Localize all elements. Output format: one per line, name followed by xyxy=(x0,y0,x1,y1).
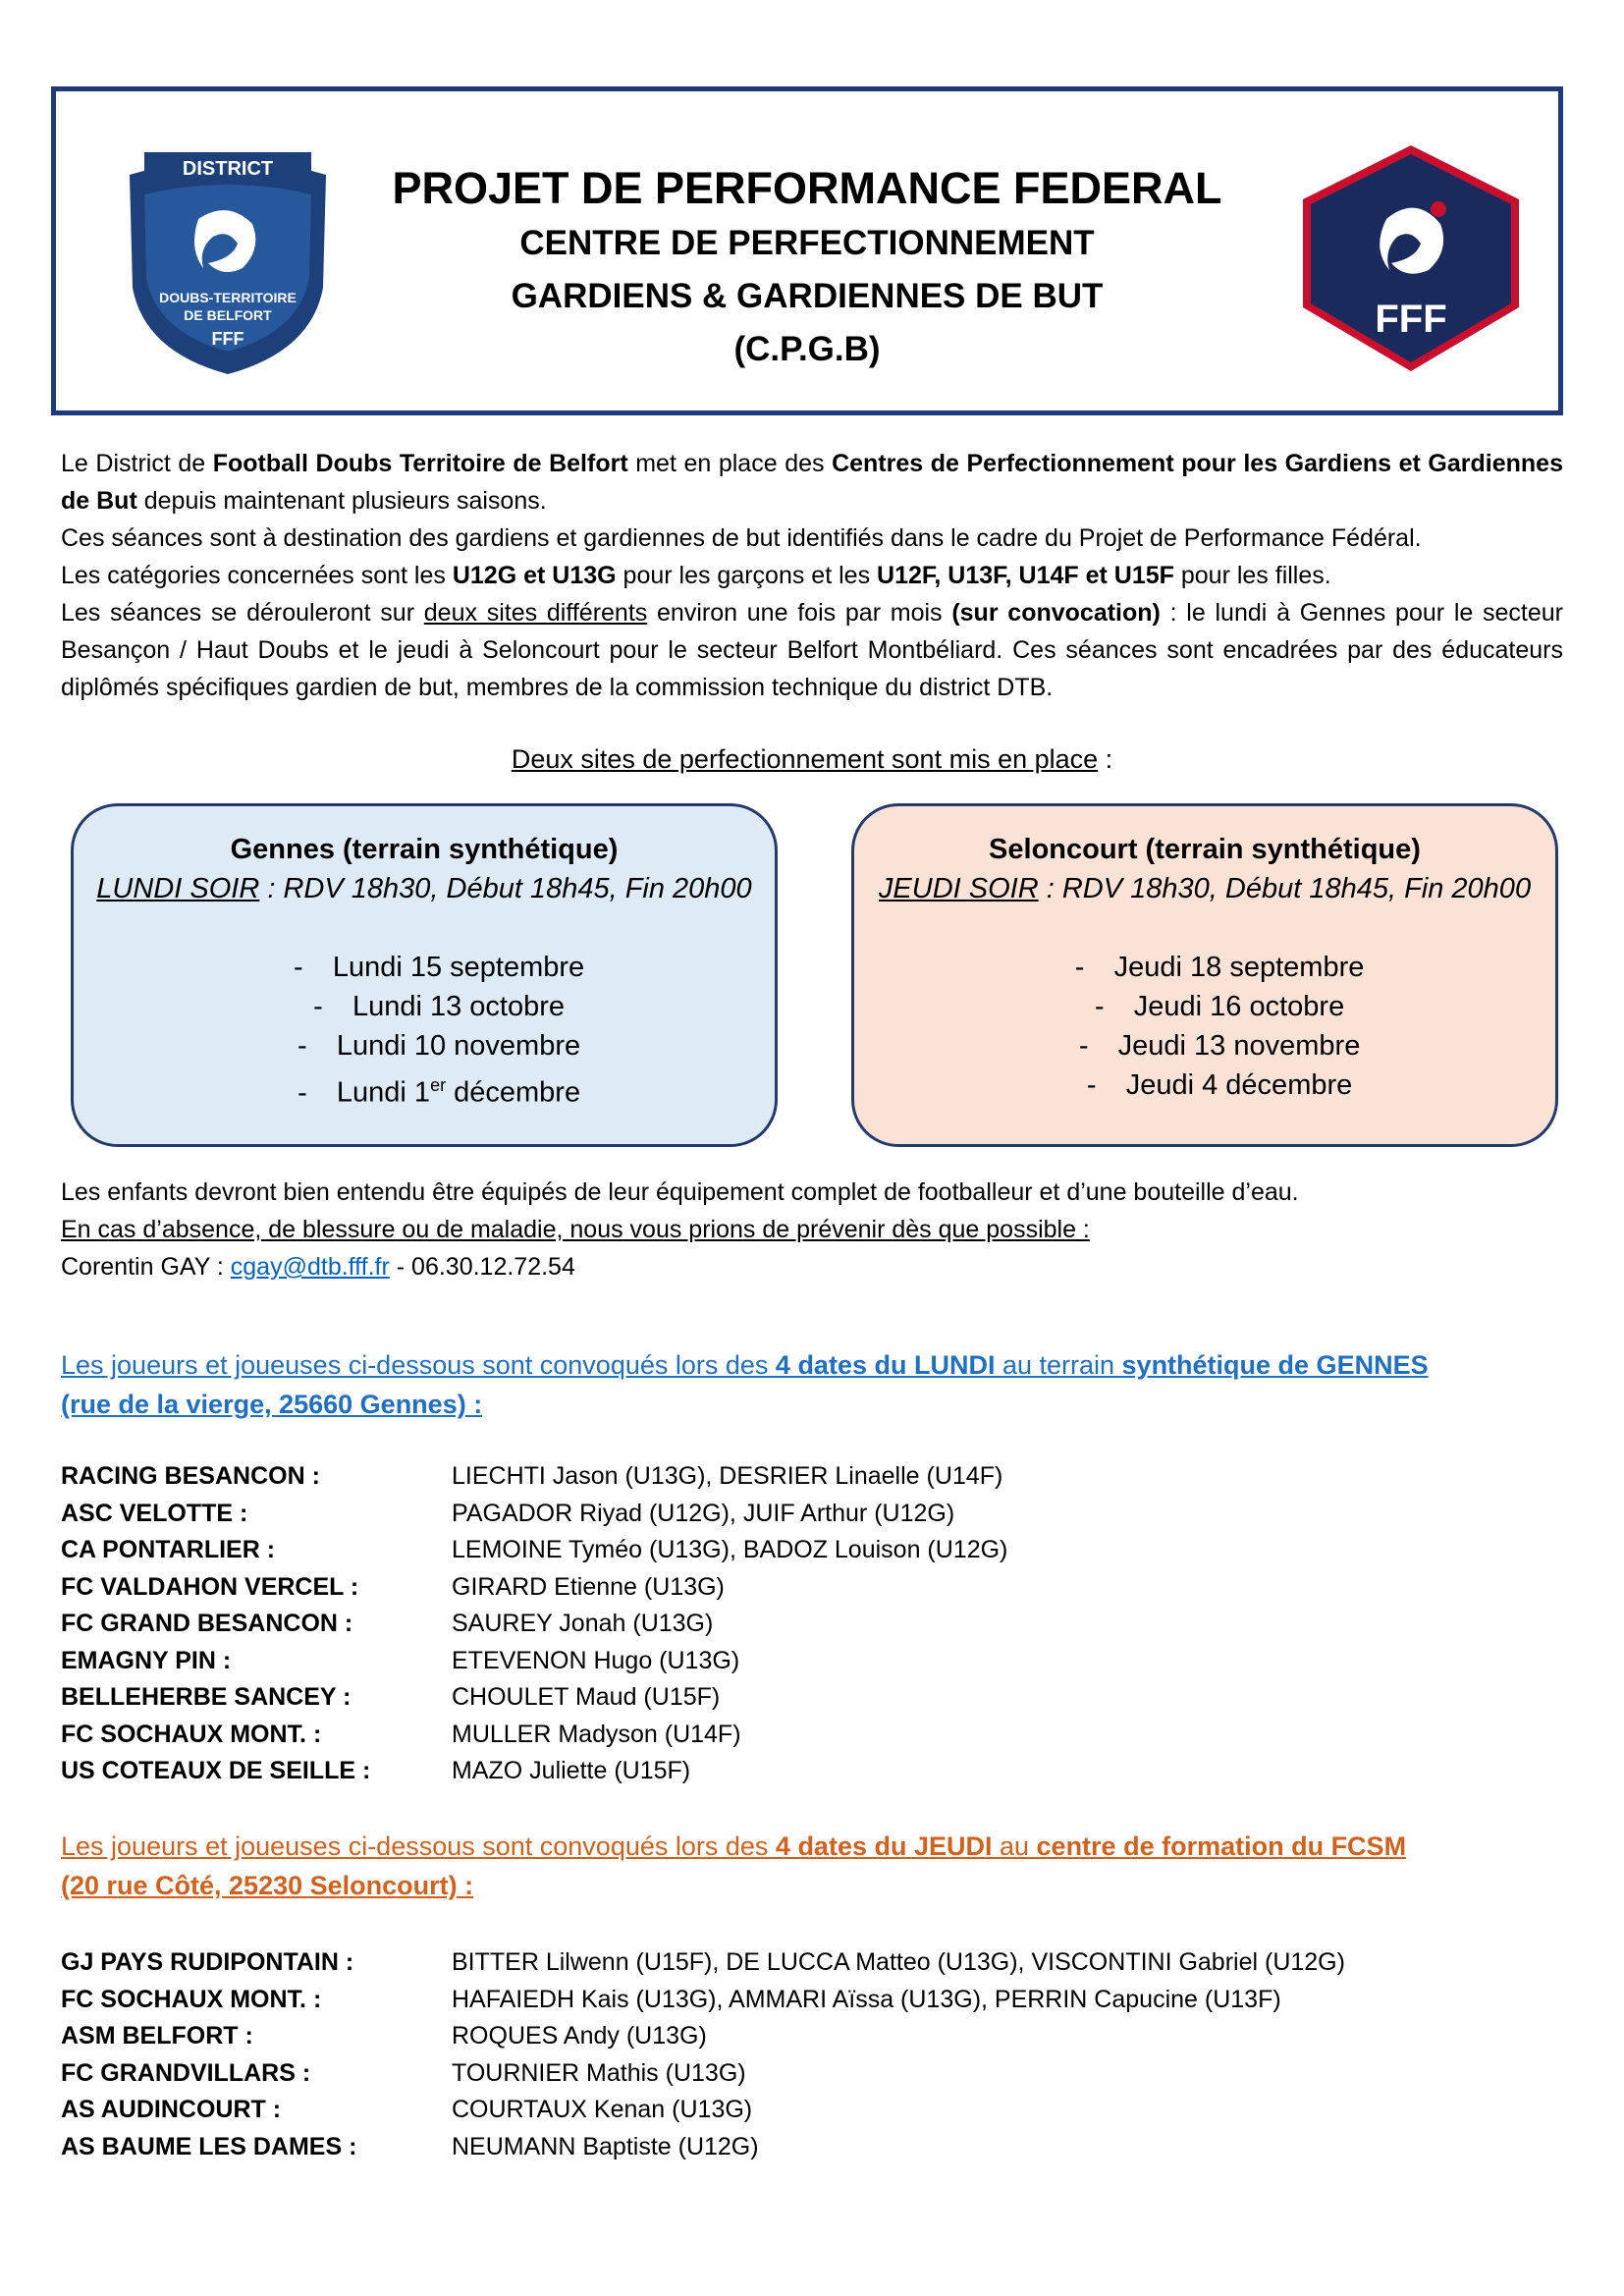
date-item: - Jeudi 16 octobre xyxy=(1094,991,1345,1022)
site-schedule: LUNDI SOIR : RDV 18h30, Début 18h45, Fin 20h00 xyxy=(96,873,752,904)
svg-text:FFF: FFF xyxy=(1375,298,1447,341)
roster-row: FC GRANDVILLARS : TOURNIER Mathis (U13G) xyxy=(61,2058,746,2087)
page-title: PROJET DE PERFORMANCE FEDERAL xyxy=(392,163,1222,213)
header-frame xyxy=(51,86,1563,415)
svg-text:DOUBS-TERRITOIRE: DOUBS-TERRITOIRE xyxy=(159,290,297,305)
roster-row: FC SOCHAUX MONT. : HAFAIEDH Kais (U13G), AMMARI Aïssa (U13G), PERRIN Capucine (U13F) xyxy=(61,1985,1281,2013)
date-item: - Lundi 13 octobre xyxy=(313,991,566,1022)
intro-paragraph: Ces séances sont à destination des gardiens et gardiennes de but identifiés dans le cadre du Projet de Performance Fédéral. xyxy=(61,524,1422,552)
roster-seloncourt xyxy=(61,1944,1563,2165)
intro-paragraph: Les séances se dérouleront sur deux sites différents environ une fois par mois (sur convocation) : le lundi à Gennes pour le secteur Besançon / Haut Doubs et le jeudi à Seloncourt pour le secteur Belfort Montbéliard. Ces séances sont encadrées par des éducateurs diplômés spécifiques gardien de but, membres de la commission technique du district DTB. xyxy=(61,599,1564,701)
svg-text:DE BELFORT: DE BELFORT xyxy=(184,307,272,323)
equipment-note: Les enfants devront bien entendu être équipés de leur équipement complet de footballeur et d’une bouteille d’eau. xyxy=(61,1178,1299,1206)
roster-row: GJ PAYS RUDIPONTAIN : BITTER Lilwenn (U15F), DE LUCCA Matteo (U13G), VISCONTINI Gabriel (U12G) xyxy=(61,1948,1345,1977)
page-subtitle: CENTRE DE PERFECTIONNEMENT xyxy=(519,224,1095,262)
intro-paragraph: Le District de Football Doubs Territoire de Belfort met en place des Centres de Perfectionnement pour les Gardiens et Gardiennes de But depuis maintenant plusieurs saisons. xyxy=(61,450,1563,515)
fff-logo xyxy=(1293,140,1529,376)
date-item: - Lundi 1er décembre xyxy=(298,1075,581,1109)
date-list xyxy=(854,948,1555,1105)
date-item: - Lundi 10 novembre xyxy=(298,1030,581,1062)
svg-text:DISTRICT: DISTRICT xyxy=(182,158,274,180)
sites-heading: Deux sites de perfectionnement sont mis en place : xyxy=(511,744,1113,774)
roster-row: CA PONTARLIER : LEMOINE Tyméo (U13G), BADOZ Louison (U12G) xyxy=(61,1536,1008,1564)
roster-row: FC VALDAHON VERCEL : GIRARD Etienne (U13G) xyxy=(61,1572,725,1601)
roster-gennes xyxy=(61,1458,1563,1790)
roster-row: US COTEAUX DE SEILLE : MAZO Juliette (U15F) xyxy=(61,1757,691,1785)
roster-row: FC SOCHAUX MONT. : MULLER Madyson (U14F) xyxy=(61,1720,741,1748)
convocation-heading-seloncourt: Les joueurs et joueuses ci-dessous sont convoqués lors des 4 dates du JEUDI au centre de formation du FCSM (20 rue Côté, 25230 Seloncourt) : xyxy=(61,1831,1407,1900)
roster-row: ASM BELFORT : ROQUES Andy (U13G) xyxy=(61,2022,707,2050)
roster-row: RACING BESANCON : LIECHTI Jason (U13G), DESRIER Linaelle (U14F) xyxy=(61,1462,1003,1491)
roster-row: EMAGNY PIN : ETEVENON Hugo (U13G) xyxy=(61,1646,740,1674)
site-title: Gennes (terrain synthétique) xyxy=(230,834,619,865)
site-title: Seloncourt (terrain synthétique) xyxy=(989,834,1421,865)
roster-row: BELLEHERBE SANCEY : CHOULET Maud (U15F) xyxy=(61,1683,721,1712)
roster-row: FC GRAND BESANCON : SAUREY Jonah (U13G) xyxy=(61,1610,714,1638)
site-card-seloncourt xyxy=(851,803,1558,1147)
roster-row: ASC VELOTTE : PAGADOR Riyad (U12G), JUIF Arthur (U12G) xyxy=(61,1499,955,1527)
contact-line: Corentin GAY : cgay@dtb.fff.fr - 06.30.12.72.54 xyxy=(61,1253,575,1281)
notes xyxy=(61,1174,1563,1285)
date-item: - Jeudi 18 septembre xyxy=(1074,952,1365,983)
date-list xyxy=(74,948,775,1113)
date-item: - Jeudi 4 décembre xyxy=(1086,1069,1353,1101)
page-subtitle: (C.P.G.B) xyxy=(733,330,881,368)
contact-email-link[interactable]: cgay@dtb.fff.fr xyxy=(230,1253,390,1281)
roster-row: AS AUDINCOURT : COURTAUX Kenan (U13G) xyxy=(61,2096,753,2124)
site-schedule: JEUDI SOIR : RDV 18h30, Début 18h45, Fin 20h00 xyxy=(878,873,1532,904)
intro-paragraph: Les catégories concernées sont les U12G et U13G pour les garçons et les U12F, U13F, U14F et U15F pour les filles. xyxy=(61,562,1331,589)
roster-row: AS BAUME LES DAMES : NEUMANN Baptiste (U12G) xyxy=(61,2132,759,2160)
date-item: - Jeudi 13 novembre xyxy=(1078,1030,1361,1062)
intro-text xyxy=(61,445,1563,706)
page-subtitle: GARDIENS & GARDIENNES DE BUT xyxy=(511,277,1104,315)
svg-text:FFF: FFF xyxy=(211,329,244,349)
site-card-gennes xyxy=(71,803,778,1147)
date-item: - Lundi 15 septembre xyxy=(293,952,585,983)
absence-note: En cas d’absence, de blessure ou de maladie, nous vous prions de prévenir dès que possible : xyxy=(61,1216,1090,1243)
convocation-heading-gennes: Les joueurs et joueuses ci-dessous sont convoqués lors des 4 dates du LUNDI au terrain synthétique de GENNES (rue de la vierge, 25660 Gennes) : xyxy=(61,1350,1429,1419)
